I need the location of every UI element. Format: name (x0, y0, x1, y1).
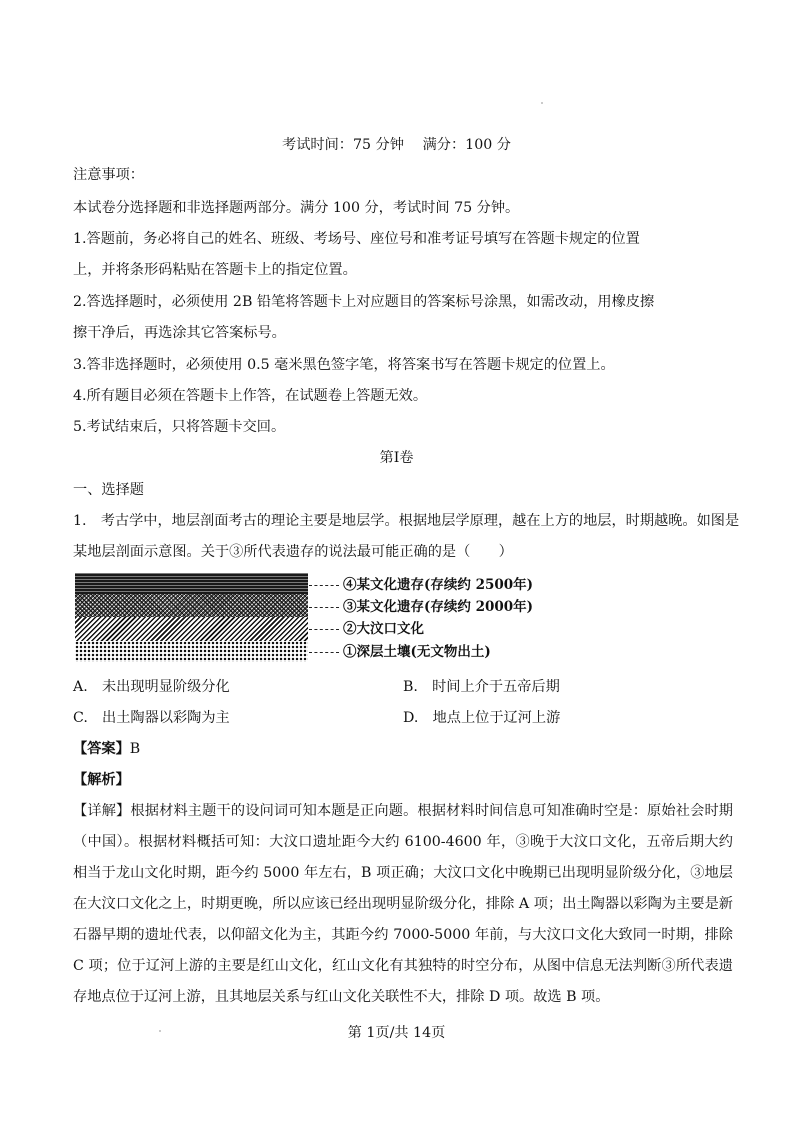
answer-value: B (129, 741, 141, 757)
notice-line: 4.所有题目必须在答题卡上作答，在试题卷上答题无效。 (73, 388, 428, 404)
answer-line (73, 739, 140, 759)
option-b: B. 时间上介于五帝后期 (403, 679, 560, 695)
page-number: 第 1页/共 14页 (347, 1025, 446, 1041)
notice-line: 5.考试结束后，只将答题卡交回。 (73, 419, 286, 435)
stratigraphy-figure (75, 573, 545, 665)
notice-line: 2.答选择题时，必须使用 2B 铅笔将答题卡上对应题目的答案标号涂黑，如需改动，用橡皮擦 (73, 294, 655, 310)
notice-line: 本试卷分选择题和非选择题两部分。满分 100 分，考试时间 75 分钟。 (73, 200, 520, 216)
layer-label: ②大汶口文化 (343, 621, 424, 637)
exam-info: 考试时间：75 分钟 满分：100 分 (282, 137, 511, 153)
layer-label: ③某文化遗存(存续约 2000年) (343, 599, 534, 615)
scan-speck (541, 102, 543, 104)
layer-3-pattern (75, 594, 308, 617)
section-title: 一、选择题 (73, 482, 144, 498)
question-stem-line: 某地层剖面示意图。关于③所代表遗存的说法最可能正确的是（ ） (73, 544, 513, 560)
layer-label: ①深层土壤(无文物出土) (343, 644, 491, 660)
notice-line: 上，并将条形码粘贴在答题卡上的指定位置。 (73, 262, 357, 278)
leader-line (309, 652, 339, 653)
answer-label: 【答案】 (73, 741, 130, 757)
option-c: C. 出土陶器以彩陶为主 (73, 710, 230, 726)
option-d: D. 地点上位于辽河上游 (403, 710, 561, 726)
leader-line (309, 629, 339, 630)
layer-4-pattern (75, 573, 308, 594)
layer-1-pattern (75, 641, 308, 662)
analysis-detail (73, 796, 733, 1013)
volume-title: 第Ⅰ卷 (379, 450, 414, 466)
layer-2-pattern (75, 617, 308, 641)
question-stem-line: 1. 考古学中，地层剖面考古的理论主要是地层学。根据地层学原理，越在上方的地层，时期越晚。如图是 (73, 513, 740, 529)
option-a: A. 未出现明显阶级分化 (73, 679, 230, 695)
analysis-label: 【解析】 (73, 772, 130, 788)
leader-line (309, 585, 339, 586)
notice-title: 注意事项： (73, 167, 144, 183)
notice-line: 3.答非选择题时，必须使用 0.5 毫米黑色签字笔，将答案书写在答题卡规定的位置上。 (73, 357, 615, 373)
notice-line: 1.答题前，务必将自己的姓名、班级、考场号、座位号和准考证号填写在答题卡规定的位置 (73, 231, 640, 247)
layer-label: ④某文化遗存(存续约 2500年) (343, 577, 534, 593)
scan-speck (159, 1030, 161, 1032)
analysis-text: 【详解】根据材料主题干的设问词可知本题是正向题。根据材料时间信息可知准确时空是：原始社会时期（中国）。根据材料概括可知：大汶口遗址距今大约 6100-4600 年，③晚于大汶口文化，五帝后期大约相当于龙山文化时期，距今约 5000 年左右，B 项正确；大汶口文化中晚期已出现明显阶级分化，③地层在大汶口文化之上，时期更晚，所以应该已经出现明显阶级分化，排除 A 项；出土陶器以彩陶为主要是新石器早期的遗址代表，以仰韶文化为主，其距今约 7000-5000 年前，与大汶口文化大致同一时期，排除 C 项；位于辽河上游的主要是红山文化，红山文化有其独特的时空分布，从图中信息无法判断③所代表遗存地点位于辽河上游，且其地层关系与红山文化关联性不大，排除 D 项。故选 B 项。 (73, 803, 733, 1005)
notice-line: 擦干净后，再选涂其它答案标号。 (73, 325, 286, 341)
leader-line (309, 607, 339, 608)
